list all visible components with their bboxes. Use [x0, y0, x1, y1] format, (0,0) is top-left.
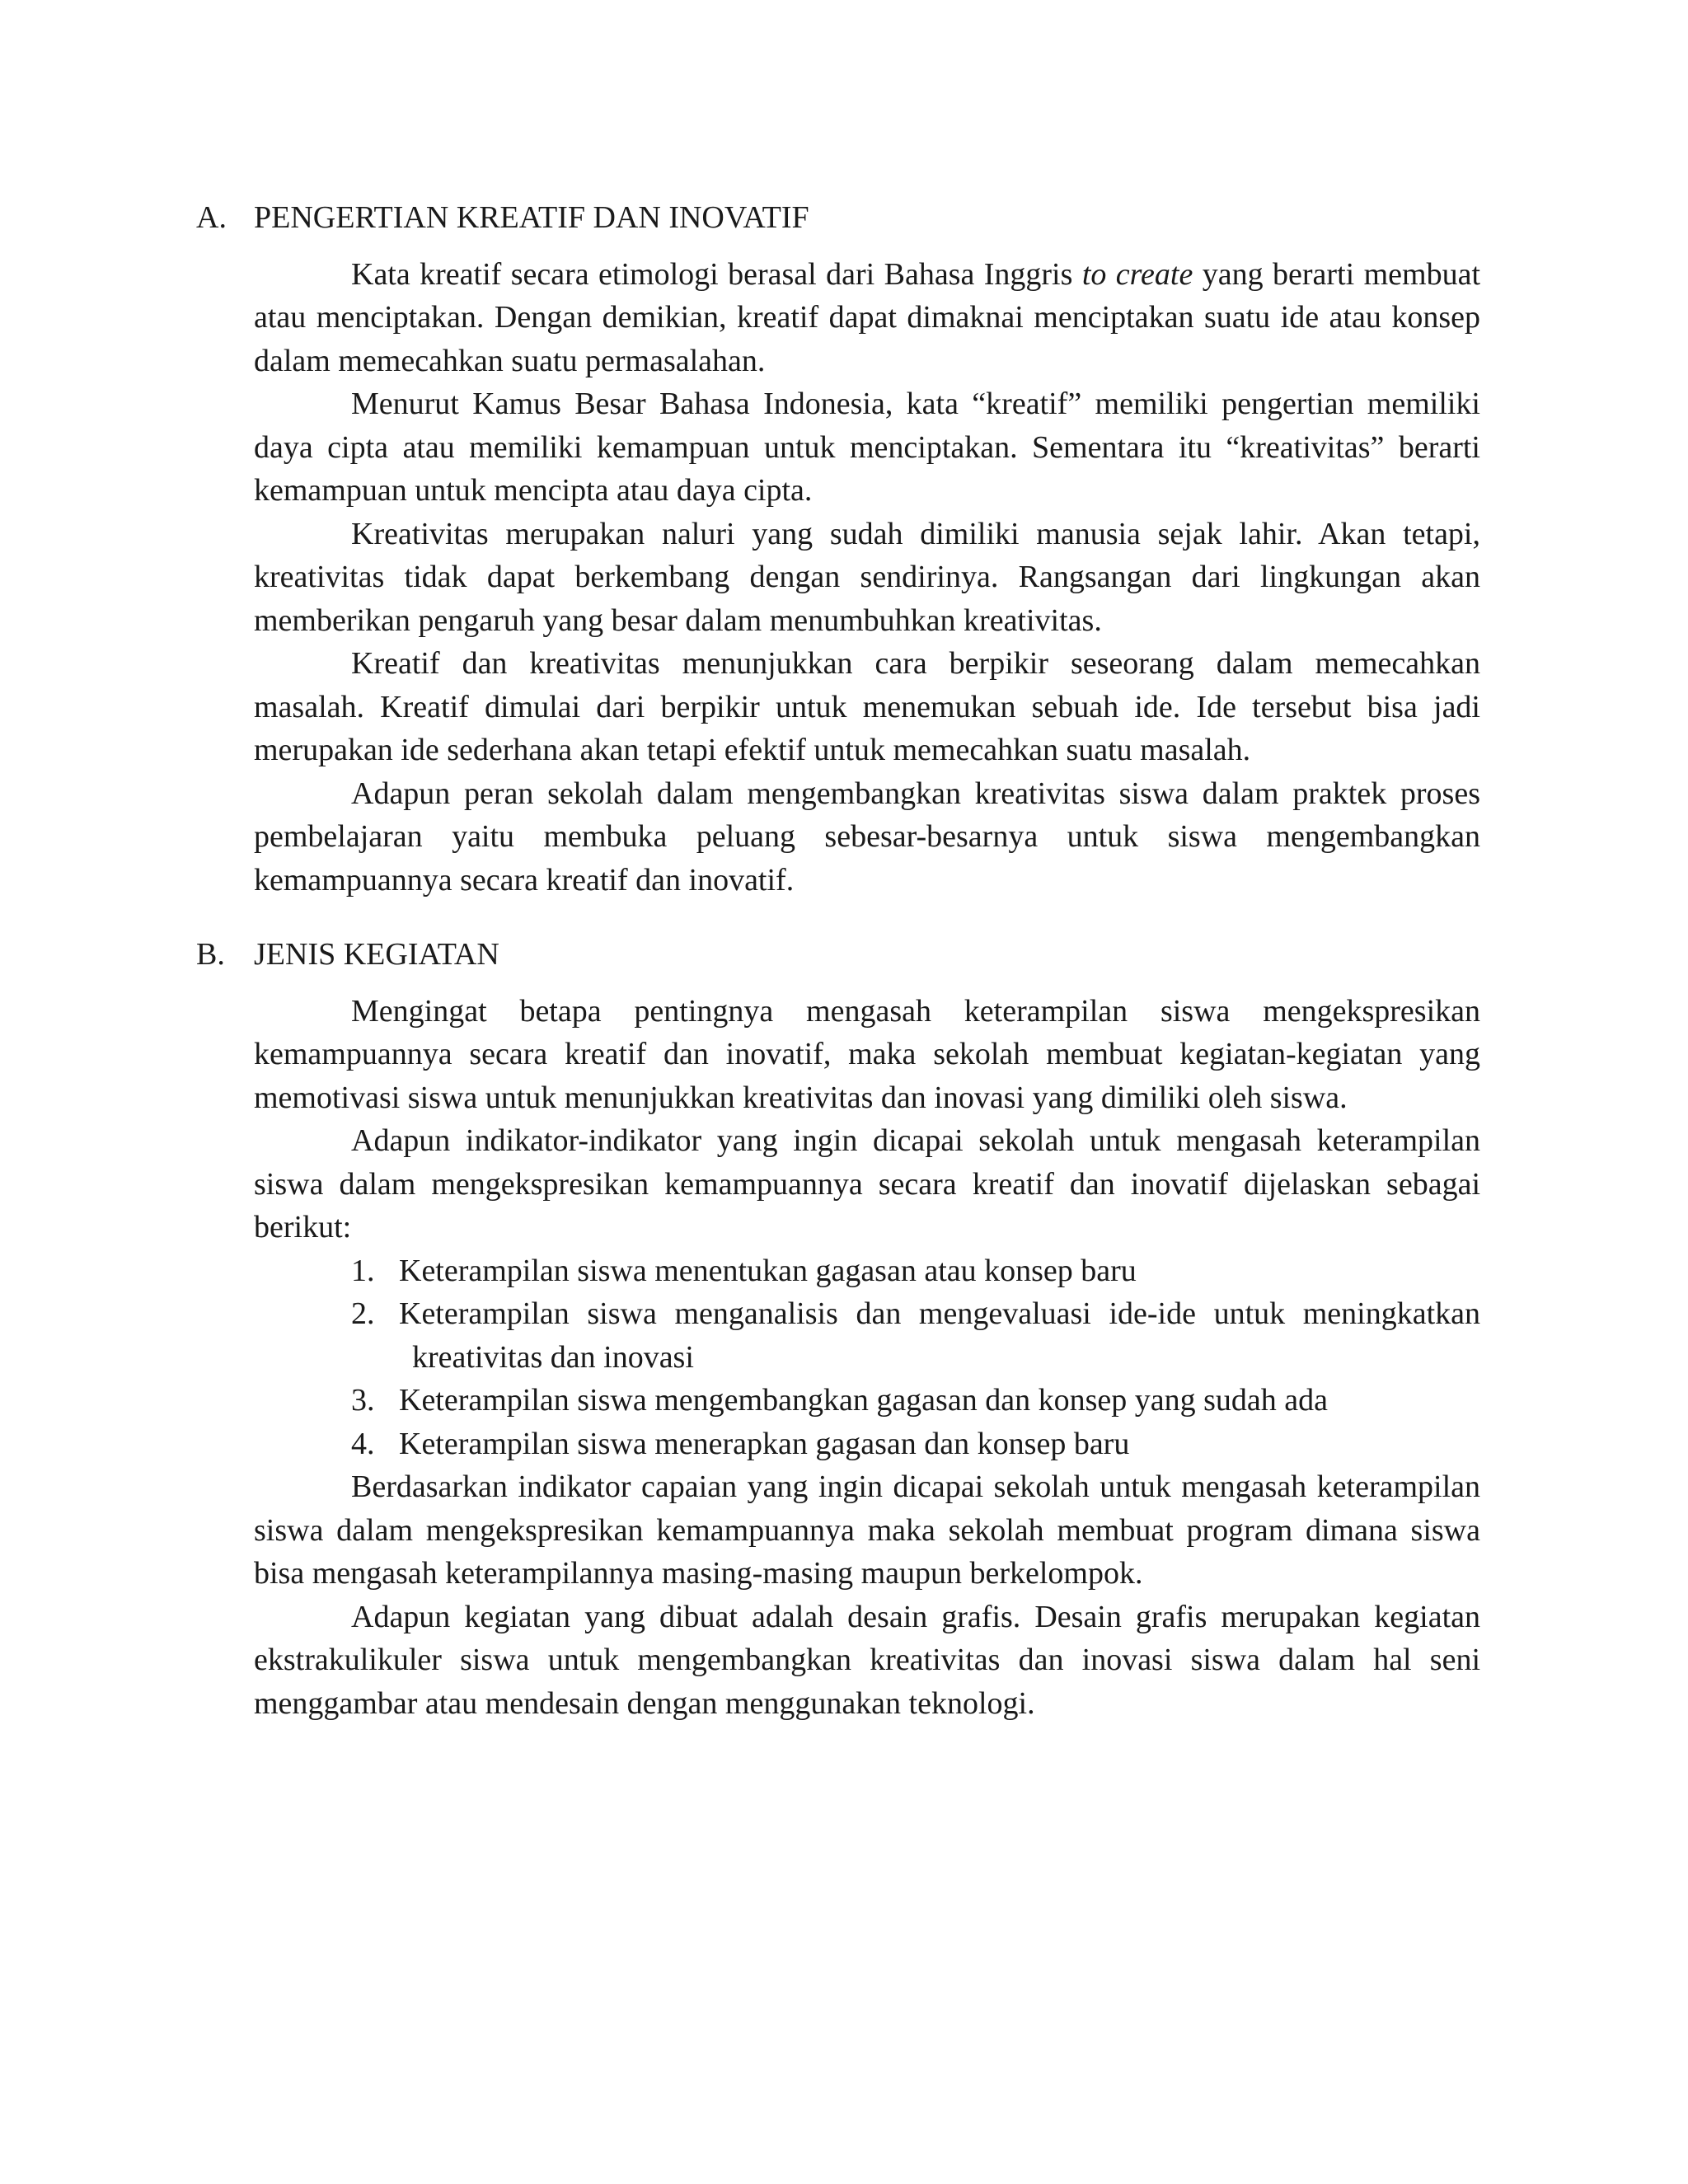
paragraph [254, 253, 1480, 383]
list-item [254, 1249, 1480, 1293]
indicator-list [254, 1249, 1480, 1466]
list-number: 2. [351, 1296, 375, 1331]
paragraph: Adapun kegiatan yang dibuat adalah desain grafis. Desain grafis merupakan kegiatan ekstrakulikuler siswa untuk mengembangkan kreativitas dan inovasi siswa dalam hal seni menggambar atau mendesain dengan menggunakan teknologi. [254, 1599, 1480, 1721]
list-text: Keterampilan siswa mengembangkan gagasan dan konsep yang sudah ada [399, 1383, 1328, 1418]
section-letter: A. [196, 200, 227, 235]
list-number: 4. [351, 1426, 375, 1461]
section-heading [196, 933, 1482, 977]
section-letter: B. [196, 937, 225, 972]
section-heading [196, 196, 1482, 240]
section-b [196, 933, 1482, 1725]
list-item [254, 1292, 1480, 1379]
list-text: Keterampilan siswa menentukan gagasan atau konsep baru [399, 1253, 1137, 1288]
paragraph: Adapun indikator-indikator yang ingin dicapai sekolah untuk mengasah keterampilan siswa dalam mengekspresikan kemampuannya secara kreatif dan inovatif dijelaskan sebagai berikut: [254, 1123, 1480, 1244]
list-number: 1. [351, 1253, 375, 1288]
paragraph-text: yang berarti membuat atau menciptakan. Dengan demikian, kreatif dapat dimaknai menciptakan suatu ide atau konsep dalam memecahkan suatu permasalahan. [254, 256, 1481, 378]
paragraph: Kreatif dan kreativitas menunjukkan cara berpikir seseorang dalam memecahkan masalah. Kreatif dimulai dari berpikir untuk menemukan sebuah ide. Ide tersebut bisa jadi merupakan ide sederhana akan tetapi efektif untuk memecahkan suatu masalah. [254, 646, 1480, 767]
paragraph: Menurut Kamus Besar Bahasa Indonesia, kata “kreatif” memiliki pengertian memiliki daya cipta atau memiliki kemampuan untuk menciptakan. Sementara itu “kreativitas” berarti kemampuan untuk mencipta atau daya cipta. [254, 387, 1480, 508]
list-text: Keterampilan siswa menerapkan gagasan dan konsep baru [399, 1426, 1130, 1461]
paragraph: Mengingat betapa pentingnya mengasah keterampilan siswa mengekspresikan kemampuannya secara kreatif dan inovatif, maka sekolah membuat kegiatan-kegiatan yang memotivasi siswa untuk menunjukkan kreativitas dan inovasi yang dimiliki oleh siswa. [254, 993, 1480, 1115]
list-number: 3. [351, 1383, 375, 1418]
list-item [254, 1422, 1480, 1466]
section-a [196, 196, 1482, 902]
paragraph: Berdasarkan indikator capaian yang ingin dicapai sekolah untuk mengasah keterampilan siswa dalam mengekspresikan kemampuannya maka sekolah membuat program dimana siswa bisa mengasah keterampilannya masing-masing maupun berkelompok. [254, 1469, 1480, 1591]
section-title: JENIS KEGIATAN [254, 937, 499, 972]
paragraph: Adapun peran sekolah dalam mengembangkan kreativitas siswa dalam praktek proses pembelajaran yaitu membuka peluang sebesar-besarnya untuk siswa mengembangkan kemampuannya secara kreatif dan inovatif. [254, 776, 1480, 898]
section-body [254, 253, 1480, 902]
italic-term: to create [1081, 256, 1193, 292]
paragraph: Kreativitas merupakan naluri yang sudah dimiliki manusia sejak lahir. Akan tetapi, kreativitas tidak dapat berkembang dengan sendirinya. Rangsangan dari lingkungan akan memberikan pengaruh yang besar dalam menumbuhkan kreativitas. [254, 516, 1480, 638]
paragraph-text: Kata kreatif secara etimologi berasal dari Bahasa Inggris [351, 256, 1082, 292]
section-body [254, 990, 1480, 1726]
list-item [254, 1379, 1480, 1422]
section-title: PENGERTIAN KREATIF DAN INOVATIF [254, 200, 809, 235]
list-text: Keterampilan siswa menganalisis dan mengevaluasi ide-ide untuk meningkatkan kreativitas dan inovasi [399, 1296, 1480, 1375]
